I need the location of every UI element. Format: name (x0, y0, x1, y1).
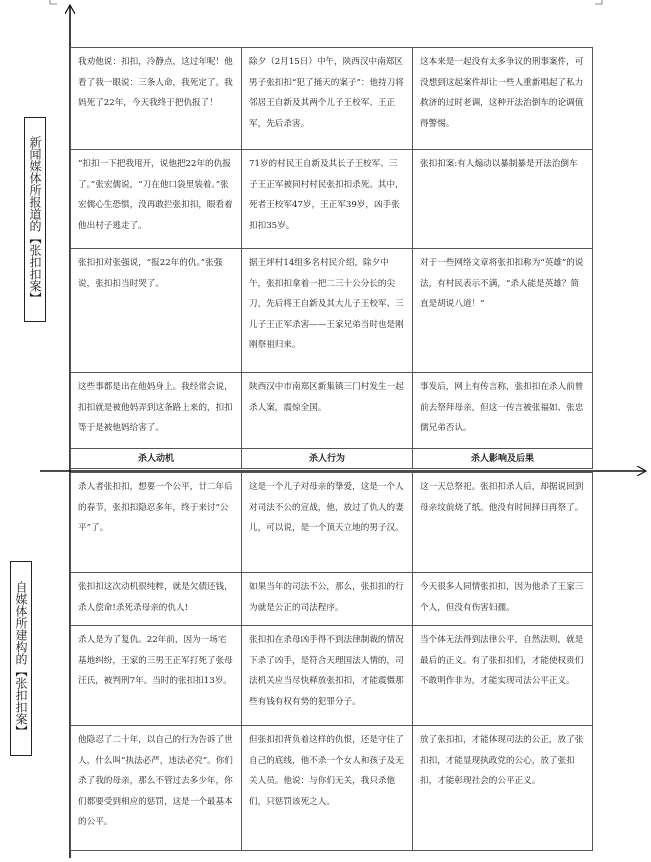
table-row (71, 48, 593, 150)
header-act: 杀人行为 (242, 449, 413, 469)
motive-cell: “扣扣一下把我甩开，说他把22年的仇报了。”张宏儒说，“刀在他口袋里装着。”张宏儒心生恐惧，没再敢拦张扣扣，眼看着他出村子逃走了。 (71, 150, 242, 249)
self-media-label: 自媒体所建构的【张扣扣案】 (10, 561, 32, 756)
act-cell: 如果当年的司法不公，那么，张扣扣的行为就是公正的司法程序。 (242, 573, 413, 626)
consequence-cell: 这一天总祭祀。张扣扣杀人后，却据说回到母亲坟前烧了纸。他没有时间择日再祭了。 (413, 473, 593, 573)
news-media-label: 新闻媒体所报道的【张扣扣案】 (24, 117, 46, 322)
act-cell: 但张扣扣背负着这样的仇恨，还是守住了自己的底线，他不杀一个女人和孩子及无关人员。他说：与你们无关，我只杀他们，只惩罚该死之人。 (242, 726, 413, 851)
motive-cell: 我劝他说：扣扣，冷静点，这过年呢！他看了我一眼说：三条人命，我死定了。我妈死了22年，今天我终于把仇报了！ (71, 48, 242, 150)
motive-cell: 他隐忍了二十年，以自己的行为告诉了世人，什么叫“执法必严，违法必究”。你们杀了我的母亲，那么不管过去多少年，你们都要受到相应的惩罚，这是一个最基本的公平。 (71, 726, 242, 851)
motive-cell: 杀人者张扣扣，想要一个公平，廿二年后的春节，张扣扣隐忍多年，终于来讨“公平”了。 (71, 473, 242, 573)
table-row (71, 249, 593, 373)
consequence-cell: 放了张扣扣，才能体现司法的公正，放了张扣扣，才能显现执政党的公心，放了张扣扣，才能彰现社会的公平正义。 (413, 726, 593, 851)
table-row (71, 726, 593, 851)
act-cell: 这是一个儿子对母亲的挚爱，这是一个人对司法不公的宣战，他，放过了仇人的妻儿，可以说，是一个顶天立地的男子汉。 (242, 473, 413, 573)
consequence-cell: 当个体无法得到法律公平，自然法则，就是最后的正义。有了张扣扣们，才能使权贵们不敢明作非为，才能实现司法公平正义。 (413, 626, 593, 726)
header-row (71, 449, 593, 469)
consequence-cell: 今天很多人同情张扣扣，因为他杀了王家三个人，但没有伤害妇孺。 (413, 573, 593, 626)
consequence-cell: 这本来是一起没有太多争议的刑事案件，可没想到这起案件却让一些人重新唱起了私力救济的过时老调，这种开法治倒车的论调值得警惕。 (413, 48, 593, 150)
motive-cell: 这些事都是出在他妈身上。我经常会说，扣扣就是被他妈弄到这条路上来的，扣扣等于是被他妈给害了。 (71, 373, 242, 449)
act-cell: 据王坪村14组多名村民介绍，除夕中午，张扣扣拿着一把二三十公分长的尖刀，先后将王自新及其大儿子王校军、三儿子王正军杀害——王家兄弟当时也是刚刚祭祖归来。 (242, 249, 413, 373)
consequence-cell: 对于一些网络文章将张扣扣称为“英雄”的说法，有村民表示不满，“杀人能是英雄？简直是胡说八道！” (413, 249, 593, 373)
header-motive: 杀人动机 (71, 449, 242, 469)
act-cell: 除夕（2月15日）中午，陕西汉中南郑区男子张扣扣“犯了捅天的案子”：他持刀将邻居王自新及其两个儿子王校军、王正军，先后杀害。 (242, 48, 413, 150)
news-media-table (70, 47, 593, 469)
self-media-table (70, 472, 593, 851)
consequence-cell: 张扣扣案:有人煽动以暴制暴是开法治倒车 (413, 150, 593, 249)
table-row (71, 473, 593, 573)
corner-mark-right (595, 0, 602, 4)
act-cell: 71岁的村民王自新及其长子王校军、三子王正军被同村村民张扣扣杀死。其中，死者王校军47岁，王正军39岁，凶手张扣扣35岁。 (242, 150, 413, 249)
corner-mark-left (50, 0, 57, 4)
header-consequence: 杀人影响及后果 (413, 449, 593, 469)
table-row (71, 573, 593, 626)
consequence-cell: 事发后，网上有传言称，张扣扣在杀人前曾前去祭拜母亲，但这一传言被张福如、张忠儒兄弟否认。 (413, 373, 593, 449)
motive-cell: 张扣扣这次动机很纯粹，就是欠债还钱，杀人偿命!杀死杀母亲的仇人! (71, 573, 242, 626)
act-cell: 陕西汉中市南郑区新集镇三门村发生一起杀人案，震惊全国。 (242, 373, 413, 449)
table-row (71, 626, 593, 726)
motive-cell: 张扣扣对张强说，“报22年的仇。”张强说，张扣扣当时哭了。 (71, 249, 242, 373)
table-row (71, 373, 593, 449)
act-cell: 张扣扣在杀母凶手得不到法律制裁的情况下杀了凶手，是符合天理国法人情的，司法机关应当尽快释放张扣扣，才能震慑那些有钱有权有势的犯罪分子。 (242, 626, 413, 726)
motive-cell: 杀人是为了复仇。22年前，因为一场宅基地纠纷，王家的三男王正军打死了张母汪氏，被判刑7年。当时的张扣扣13岁。 (71, 626, 242, 726)
table-row (71, 150, 593, 249)
